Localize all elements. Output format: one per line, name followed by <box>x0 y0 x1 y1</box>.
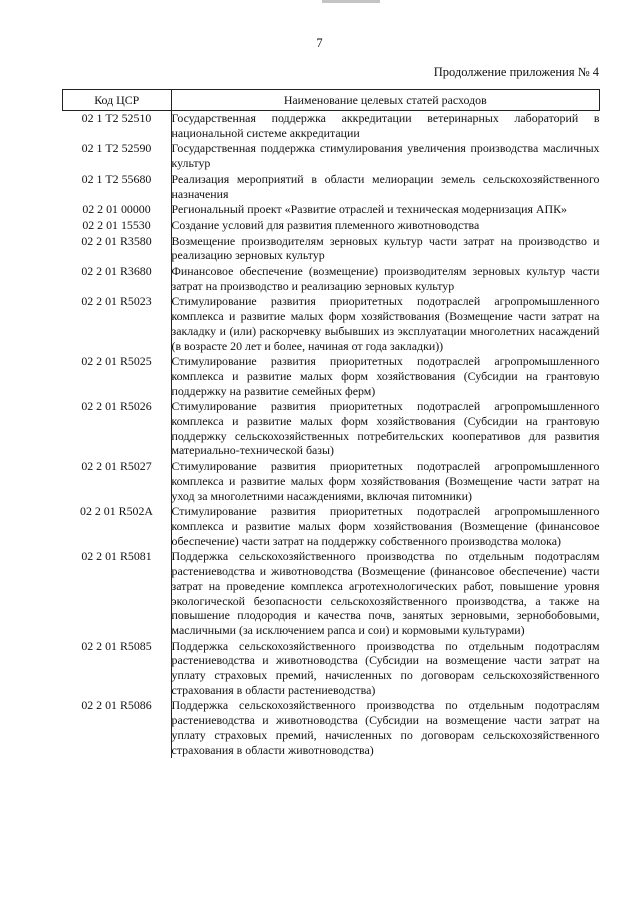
row-code: 02 2 01 R5081 <box>81 549 152 564</box>
continuation-label: Продолжение приложения № 4 <box>433 65 599 79</box>
row-code: 02 2 01 R5026 <box>81 399 152 414</box>
table-row <box>63 218 600 234</box>
row-code: 02 2 01 R5023 <box>81 294 152 309</box>
table-row <box>63 234 600 264</box>
row-name: Стимулирование развития приоритетных подотраслей агропромышленного комплекса и развитие малых форм хозяйствования (Субсидии на грантовую поддержку на развитие семейных ферм) <box>171 354 600 398</box>
row-name: Стимулирование развития приоритетных подотраслей агропромышленного комплекса и развитие малых форм хозяйствования (Возмещение части затрат на уход за многолетними насаждениями, включая питомники) <box>171 459 600 503</box>
row-name: Поддержка сельскохозяйственного производства по отдельным подотраслям растениеводства и животноводства (Возмещение (финансовое обеспечение) части затрат на проведение комплекса агротехнологических работ, повышение уровня экологической безопасности сельскохозяйственного производства, а также на повышение плодородия и качества почв, занятых зерновыми, зернобобовыми, масличными (за исключением рапса и сои) и кормовыми культурами) <box>171 549 600 637</box>
row-code: 02 2 01 R3580 <box>81 233 152 248</box>
table-row <box>63 698 600 758</box>
row-code: 02 2 01 R5025 <box>81 354 152 369</box>
row-name: Реализация мероприятий в области мелиорации земель сельскохозяйственного назначения <box>171 171 600 201</box>
column-header-name: Наименование целевых статей расходов <box>171 90 600 111</box>
row-code: 02 2 01 00000 <box>82 202 151 217</box>
table-row <box>63 459 600 504</box>
page-number: 7 <box>316 36 323 50</box>
column-header-code: Код ЦСР <box>63 90 172 111</box>
table-row <box>63 549 600 638</box>
row-name: Возмещение производителям зерновых культур части затрат на производство и реализацию зерновых культур <box>171 233 600 263</box>
scan-artifact <box>322 0 380 3</box>
table-row <box>63 111 600 142</box>
row-code: 02 1 Т2 55680 <box>81 171 152 186</box>
table-row <box>63 504 600 549</box>
row-name: Региональный проект «Развитие отраслей и техническая модернизация АПК» <box>171 202 600 218</box>
table-row <box>63 202 600 218</box>
table-row <box>63 172 600 202</box>
table-row <box>63 294 600 354</box>
row-name: Государственная поддержка аккредитации ветеринарных лабораторий в национальной системе аккредитации <box>171 111 600 140</box>
row-name: Государственная поддержка стимулирования увеличения производства масличных культур <box>171 141 600 171</box>
row-code: 02 2 01 R5086 <box>81 698 152 713</box>
row-name: Поддержка сельскохозяйственного производства по отдельным подотраслям растениеводства и животноводства (Субсидии на возмещение части затрат на уплату страховых премий, начисленных по договорам сельскохозяйственного страхования в области животноводства) <box>171 698 600 757</box>
row-name: Стимулирование развития приоритетных подотраслей агропромышленного комплекса и развитие малых форм хозяйствования (Субсидии на грантовую поддержку сельскохозяйственных потребительских кооперативов для развития материально-технической базы) <box>171 399 600 458</box>
row-code: 02 2 01 R3680 <box>81 264 152 279</box>
row-code: 02 2 01 R5027 <box>81 459 152 474</box>
row-code: 02 2 01 R502А <box>80 504 153 519</box>
table-row <box>63 639 600 699</box>
table-row <box>63 141 600 171</box>
row-name: Стимулирование развития приоритетных подотраслей агропромышленного комплекса и развитие малых форм хозяйствования (Возмещение (финансовое обеспечение) части затрат на поддержку собственного производства молока) <box>171 504 600 548</box>
row-code: 02 1 Т2 52590 <box>81 141 152 156</box>
table-body <box>63 111 600 759</box>
table-row <box>63 399 600 459</box>
table-row <box>63 264 600 294</box>
row-code: 02 1 Т2 52510 <box>81 111 152 125</box>
row-code: 02 2 01 15530 <box>82 217 151 232</box>
table-row <box>63 354 600 399</box>
table-header-row <box>63 90 600 111</box>
row-name: Создание условий для развития племенного животноводства <box>171 218 600 234</box>
expense-items-table <box>62 89 600 758</box>
row-name: Финансовое обеспечение (возмещение) производителям зерновых культур части затрат на производство и реализацию зерновых культур <box>171 264 600 293</box>
row-name: Поддержка сельскохозяйственного производства по отдельным подотраслям растениеводства и животноводства (Субсидии на возмещение части затрат на уплату страховых премий, начисленных по договорам сельскохозяйственного страхования в области растениеводства) <box>171 638 600 697</box>
row-code: 02 2 01 R5085 <box>81 638 152 653</box>
row-name: Стимулирование развития приоритетных подотраслей агропромышленного комплекса и развитие малых форм хозяйствования (Возмещение части затрат на закладку и (или) раскорчевку выбывших из эксплуатации многолетних насаждений (в возрасте 20 лет и более, начиная от года закладки)) <box>171 294 600 353</box>
